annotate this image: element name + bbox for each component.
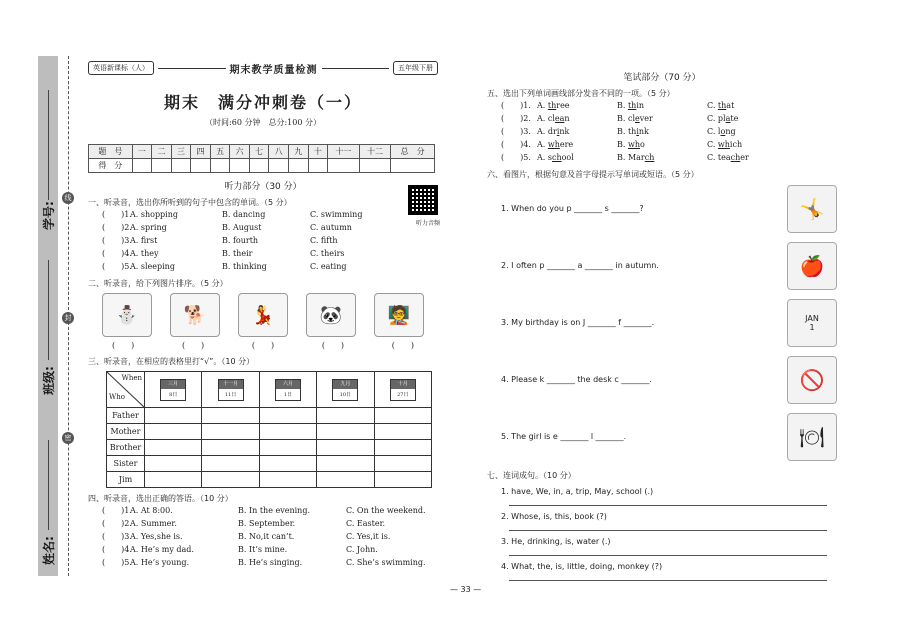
list-item: ( )4. A. where B. who C. which — [501, 140, 743, 149]
section-3-heading: 三、听录音，在相应的表格里打“√”。（10 分） — [88, 357, 255, 366]
teacher-icon: 🧑‍🏫 — [374, 293, 424, 337]
section-7-heading: 七、连词成句。（10 分） — [487, 471, 576, 480]
list-item: ( )2. A. clean B. clever C. plate — [501, 114, 739, 123]
when-who-table — [106, 371, 432, 488]
page-number: — 33 — — [450, 585, 482, 594]
listening-part-title: 听力部分（30 分） — [224, 182, 302, 192]
picture-row — [88, 293, 438, 337]
answer-line[interactable] — [509, 530, 827, 531]
list-item: 4. Please k _______ the desk c _______. 🚫 — [487, 351, 837, 408]
list-item: ( )3. A. Yes,she is. B. No,it can’t. C. Yes,it is. — [102, 532, 391, 541]
right-page — [487, 60, 837, 580]
list-item: ( )3. A. drink B. think C. long — [501, 127, 736, 136]
list-item: 1. have, We, in, a, trip, May, school (.) — [501, 487, 654, 496]
list-item: 4. What, the, is, little, doing, monkey (?) — [501, 562, 663, 571]
table-corner: When Who — [107, 372, 145, 408]
section-7-list — [487, 487, 837, 581]
section-6-heading: 六、看图片，根据句意及首字母提示写单词或短语。（5 分） — [487, 170, 699, 179]
page-title: 期末 满分冲刺卷（一） — [163, 93, 362, 112]
binding-dot: 封 — [62, 312, 74, 324]
calendar-jan-icon: JAN 1 — [787, 299, 837, 347]
name-label: 姓名: — [42, 536, 56, 565]
ballet-icon: 💃 — [238, 293, 288, 337]
snowman-icon: ⛄ — [102, 293, 152, 337]
section-2-heading: 二、听录音，给下列图片排序。（5 分） — [88, 279, 228, 288]
table-row: Brother — [107, 440, 432, 456]
left-page — [88, 60, 438, 580]
list-item: ( )1. A. At 8:00. B. In the evening. C. On the weekend. — [102, 506, 426, 515]
score-table: 题 号 一 二 三 四 五 六 七 八 九 十 十一 十二 总 分 得 分 — [88, 144, 435, 173]
binding-dot: 密 — [62, 432, 74, 444]
exam-header — [88, 60, 438, 76]
written-part-title: 笔试部分（70 分） — [623, 73, 701, 83]
section-4-list — [88, 504, 438, 569]
grade-tag: 五年级下册 — [393, 61, 438, 75]
dog-icon: 🐕 — [170, 293, 220, 337]
list-item: 2. Whose, is, this, book (?) — [501, 512, 607, 521]
table-row: Sister — [107, 456, 432, 472]
section-1-list — [88, 208, 438, 273]
list-item: ( )2. A. spring B. August C. autumn — [102, 223, 352, 232]
name-line — [48, 440, 49, 530]
list-item: 1. When do you p _______ s _______? 🤸 — [487, 180, 837, 237]
edition-tag: 英语新课标（人） — [88, 61, 154, 75]
answer-line[interactable] — [509, 555, 827, 556]
table-row: Jim — [107, 472, 432, 488]
children-playing-icon: 🤸 — [787, 185, 837, 233]
student-number-label: 学号: — [42, 201, 56, 230]
calendar-icon: 十一月 11日 — [202, 372, 259, 408]
no-mess-icon: 🚫 — [787, 356, 837, 404]
list-item: 5. The girl is e _______ l _______. 🍽 — [487, 408, 837, 465]
exam-time-score: （时间:60 分钟 总分:100 分） — [205, 118, 321, 127]
girl-eating-icon: 🍽 — [787, 413, 837, 461]
list-item: ( )4. A. He’s my dad. B. It’s mine. C. John. — [102, 545, 378, 554]
list-item: ( )3. A. first B. fourth C. fifth — [102, 236, 338, 245]
list-item: 2. I often p _______ a _______ in autumn. 🍎 — [487, 237, 837, 294]
binding-dot: 线 — [62, 192, 74, 204]
list-item: 3. He, drinking, is, water (.) — [501, 537, 611, 546]
class-line — [48, 260, 49, 360]
answer-brackets: ( ) ( ) ( ) ( ) ( ) — [112, 341, 414, 350]
calendar-icon: 九月 10日 — [317, 372, 374, 408]
list-item: ( )1. A. shopping B. dancing C. swimming — [102, 210, 363, 219]
section-5-heading: 五、选出下列单词画线部分发音不同的一项。（5 分） — [487, 89, 675, 98]
table-row: Father — [107, 408, 432, 424]
exam-series-title: 期末教学质量检测 — [229, 64, 318, 76]
section-5-list — [487, 99, 837, 164]
answer-line[interactable] — [509, 505, 827, 506]
list-item: ( )2. A. Summer. B. September. C. Easter. — [102, 519, 386, 528]
list-item: ( )5. A. school B. March C. teacher — [501, 153, 749, 162]
calendar-icon: 十月 27日 — [374, 372, 431, 408]
list-item: ( )5. A. He’s young. B. He’s singing. C. She’s swimming. — [102, 558, 426, 567]
qr-label: 听力音频 — [415, 220, 440, 227]
section-4-heading: 四、听录音，选出正确的答语。（10 分） — [88, 494, 233, 503]
panda-icon: 🐼 — [306, 293, 356, 337]
table-row: Mother — [107, 424, 432, 440]
calendar-icon: 六月 1日 — [259, 372, 316, 408]
list-item: ( )1. A. three B. thin C. that — [501, 101, 735, 110]
list-item: 3. My birthday is on J _______ f _______. JAN 1 — [487, 294, 837, 351]
list-item: ( )5. A. sleeping B. thinking C. eating — [102, 262, 347, 271]
calendar-icon: 三月 8日 — [145, 372, 202, 408]
answer-line[interactable] — [509, 580, 827, 581]
class-label: 班级: — [42, 366, 56, 395]
girl-apples-icon: 🍎 — [787, 242, 837, 290]
qr-code-icon[interactable] — [408, 185, 438, 215]
section-1-heading: 一、听录音，选出你所听到的句子中包含的单词。（5 分） — [88, 198, 292, 207]
list-item: ( )4. A. they B. their C. theirs — [102, 249, 345, 258]
section-6-list — [487, 180, 837, 465]
student-number-line — [48, 90, 49, 200]
